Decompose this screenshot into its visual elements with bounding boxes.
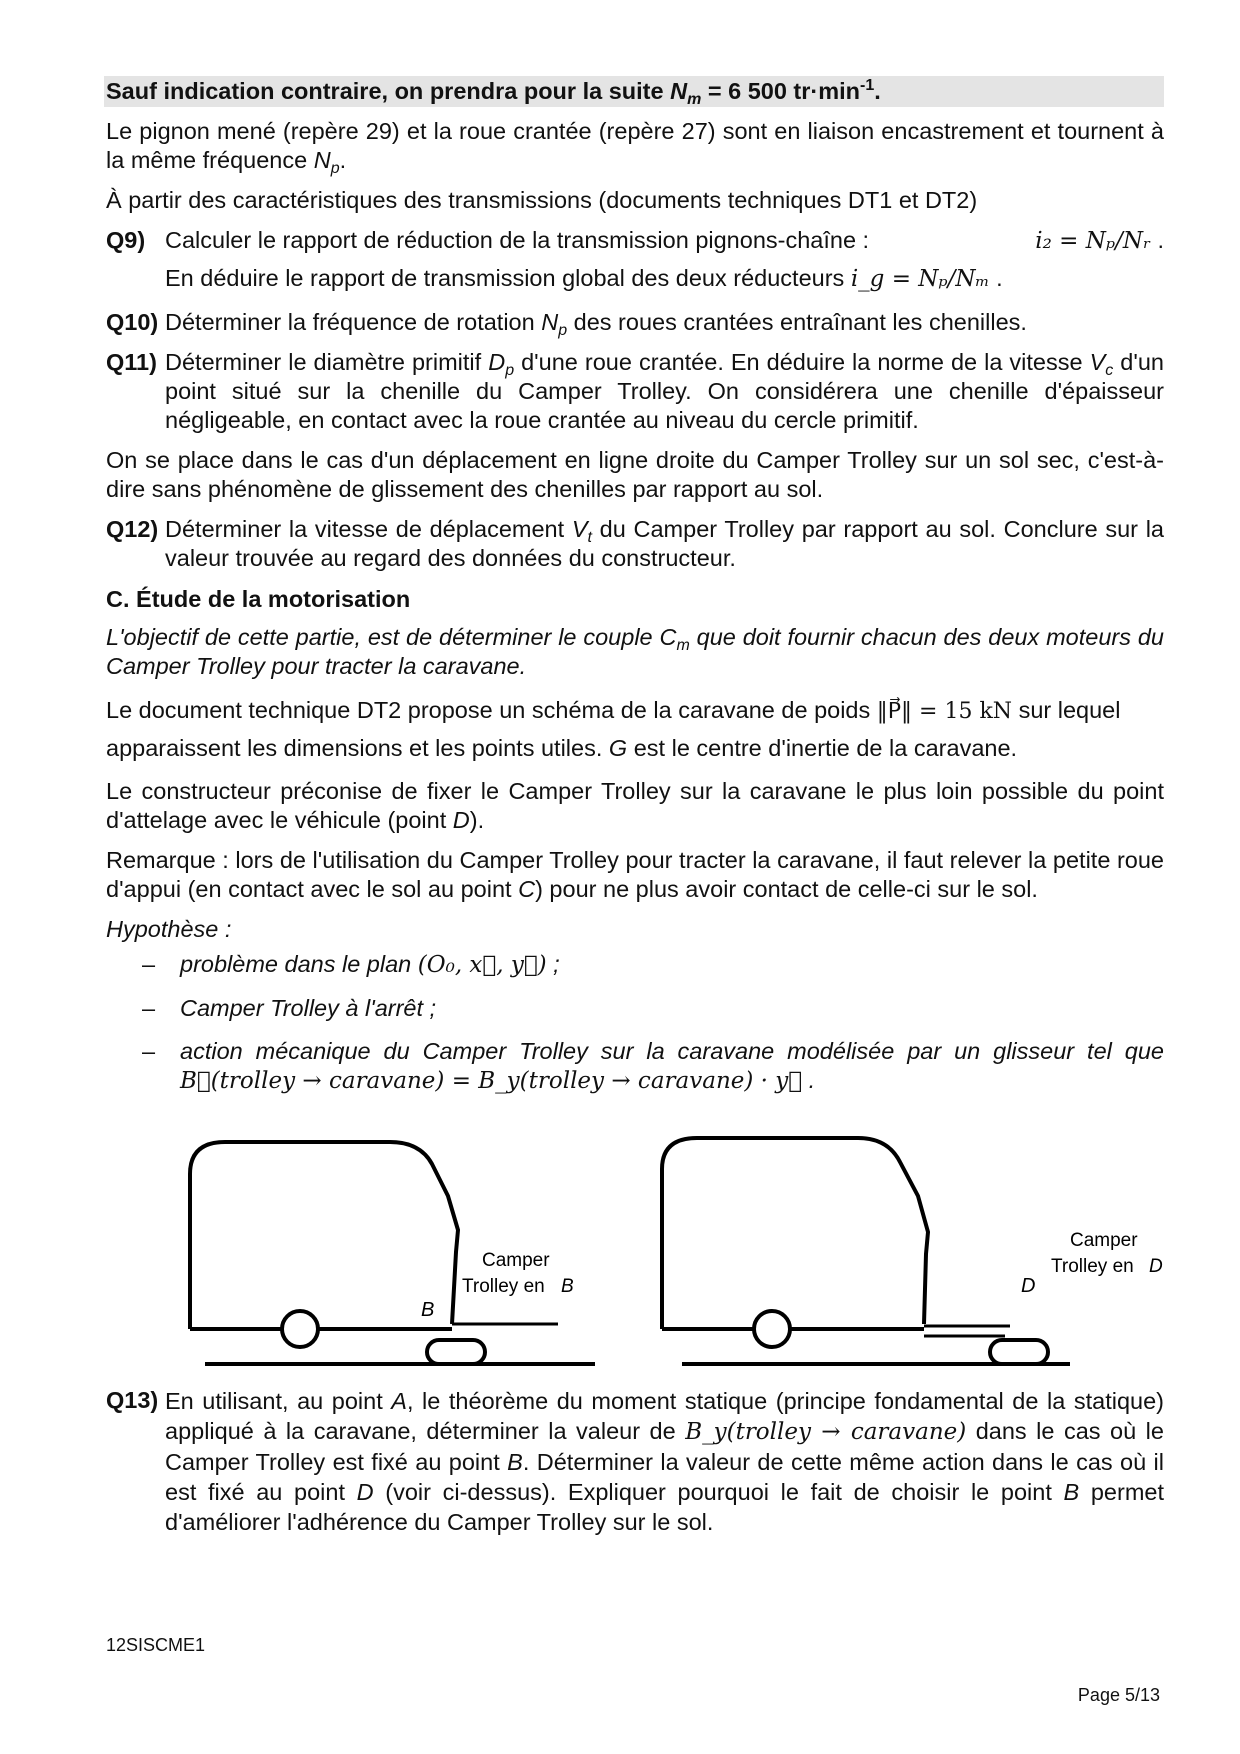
list-item: – action mécanique du Camper Trolley sur la caravane modélisée par un glisseur tel que B⃗(trolley → caravane) = B_y(trolley → caravane) · y⃗ . xyxy=(142,1038,1164,1094)
camper-label-line2: Trolley en xyxy=(462,1276,545,1297)
camper-label-point: B xyxy=(561,1276,574,1297)
question-number: Q13) xyxy=(106,1387,159,1413)
point-label-d: D xyxy=(1021,1275,1036,1297)
question-number: Q11) xyxy=(106,349,157,375)
question-number: Q10) xyxy=(106,309,159,335)
camper-label-line1: Camper xyxy=(482,1250,550,1271)
formula-ig: i_g = Nₚ/Nₘ xyxy=(850,266,990,292)
caravan-figures xyxy=(106,1114,1164,1374)
page-content xyxy=(106,76,1164,1548)
camper-label-line2: Trolley en xyxy=(1051,1256,1134,1277)
question-q12: Q12) Déterminer la vitesse de déplacement $V_t$ du Camper Trolley par rapport au sol. Conclure sur la valeur trouvée au regard des données du constructeur. xyxy=(106,516,1164,571)
caravan-right xyxy=(662,1138,1070,1364)
objective-paragraph: L'objectif de cette partie, est de déterminer le couple $C_m$ que doit fournir chacun des deux moteurs du Camper Trolley pour tracter la caravane. xyxy=(106,624,1164,679)
caravan-diagrams-svg xyxy=(0,1114,1240,1374)
question-number: Q12) xyxy=(106,516,159,542)
list-item: – problème dans le plan (O₀, x⃗, y⃗) ; xyxy=(142,951,560,978)
paragraph-pignon: Le pignon mené (repère 29) et la roue crantée (repère 27) sont en liaison encastrement et tournent à la même fréquence $N_p$. xyxy=(106,118,1164,177)
hypothesis-banner: Sauf indication contraire, on prendra pour la suite $N_m = 6$ 500 $tr\cdot\min^{-1}$. xyxy=(104,76,1164,107)
paragraph-dt2: Le document technique DT2 propose un schéma de la caravane de poids ‖P⃗‖ = 15 kN sur lequel apparaissent les dimensions et les points utiles. G est le centre d'inertie de la caravane. xyxy=(106,697,1121,761)
section-title: C. Étude de la motorisation xyxy=(106,586,411,612)
question-q11: Q11) Déterminer le diamètre primitif $D_p$ d'une roue crantée. En déduire la norme de la vitesse $V_c$ d'un point situé sur la chenille du Camper Trolley. On considérera une chenille d'épaisseur négligeable, en contact avec la roue crantée au niveau du cercle primitif. xyxy=(106,349,1164,433)
paragraph-constructeur: Le constructeur préconise de fixer le Camper Trolley sur la caravane le plus loin possible du point d'attelage avec le véhicule (point D). xyxy=(106,778,1164,833)
weight-norm: ‖P⃗‖ = 15 kN xyxy=(876,699,1013,724)
page-number: Page 5/13 xyxy=(1077,1685,1160,1705)
paragraph-ligne-droite: On se place dans le cas d'un déplacement en ligne droite du Camper Trolley sur un sol sec, c'est-à-dire sans phénomène de glissement des chenilles par rapport au sol. xyxy=(106,447,1164,502)
camper-label-line1: Camper xyxy=(1070,1230,1138,1251)
camper-label-point: D xyxy=(1149,1256,1163,1277)
formula-i2: i₂ = Nₚ/Nᵣ xyxy=(1035,228,1151,254)
question-q13: Q13) En utilisant, au point A, le théorème du moment statique (principe fondamental de la statique) appliqué à la caravane, déterminer la valeur de B_y(trolley → caravane) dans le cas où le Camper Trolley est fixé au point B. Déterminer la valeur de cette même action dans le cas où il est fixé au point D (voir ci-dessus). Expliquer pourquoi le fait de choisir le point B permet d'améliorer l'adhérence du Camper Trolley sur le sol. xyxy=(106,1387,1164,1535)
formula-by: B_y(trolley → caravane) xyxy=(685,1419,967,1445)
paragraph-remarque: Remarque : lors de l'utilisation du Camper Trolley pour tracter la caravane, il faut relever la petite roue d'appui (en contact avec le sol au point C) pour ne plus avoir contact de celle-ci sur le sol. xyxy=(106,847,1164,902)
hypothesis-title: Hypothèse : xyxy=(106,916,232,942)
point-label-b: B xyxy=(421,1299,435,1321)
question-number: Q9) xyxy=(106,227,146,253)
question-q9: Q9) Calculer le rapport de réduction de la transmission pignons-chaîne : i₂ = Nₚ/Nᵣ . En déduire le rapport de transmission global des deux réducteurs i_g = Nₚ/Nₘ . xyxy=(106,227,1164,292)
list-item: – Camper Trolley à l'arrêt ; xyxy=(142,995,437,1021)
question-q10: Q10) Déterminer la fréquence de rotation $N_p$ des roues crantées entraînant les chenilles. xyxy=(106,309,1027,339)
document-id: 12SISCME1 xyxy=(106,1635,206,1655)
hypothesis-list xyxy=(106,950,1164,1096)
paragraph-a-partir: À partir des caractéristiques des transmissions (documents techniques DT1 et DT2) xyxy=(106,187,978,213)
